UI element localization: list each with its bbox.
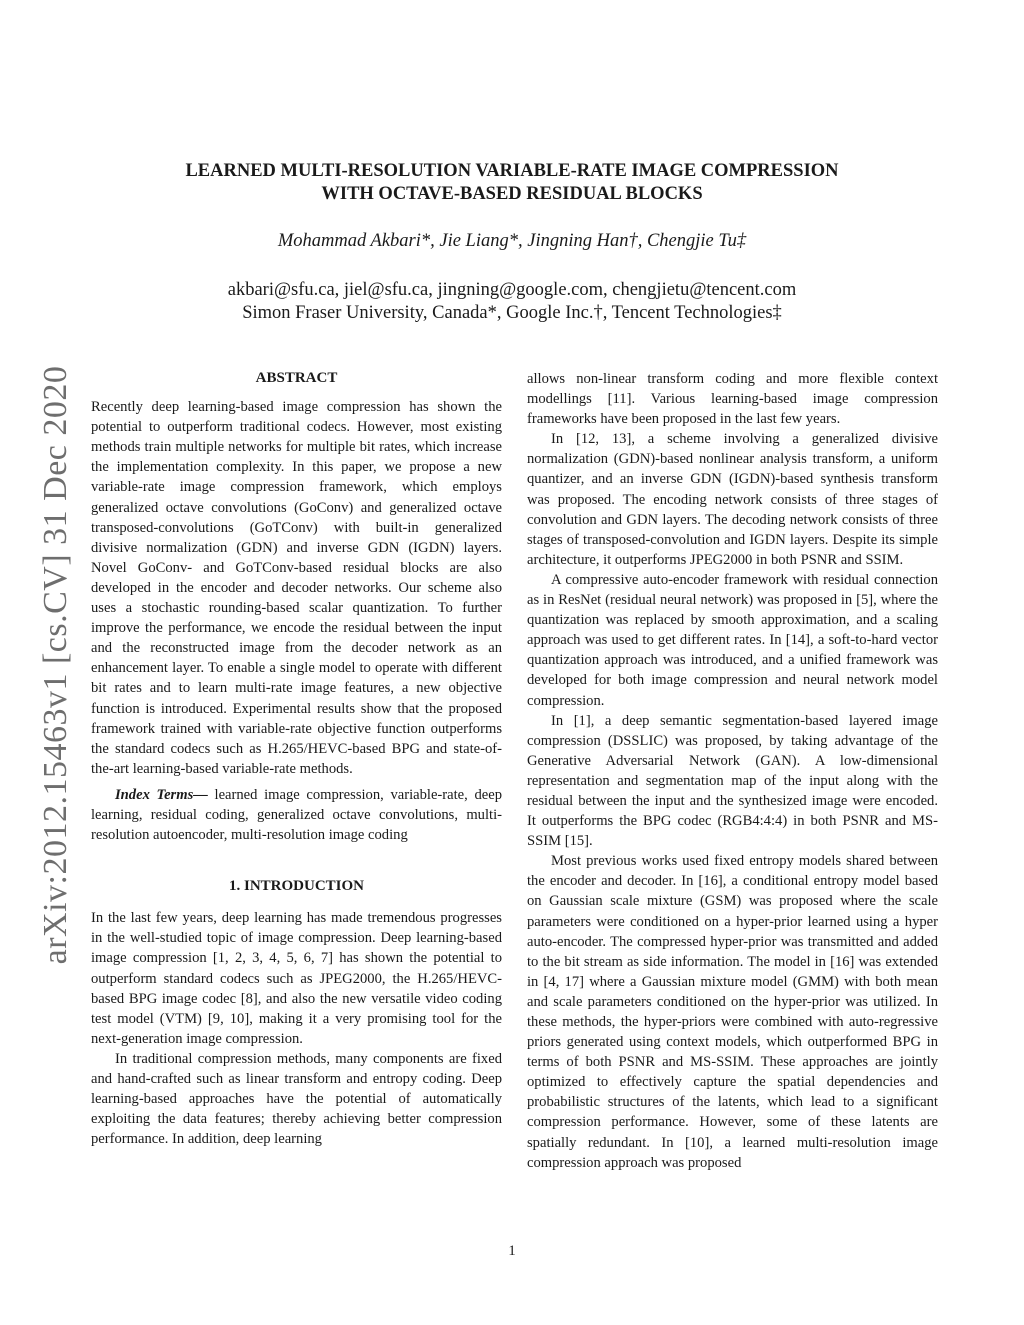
author-list: Mohammad Akbari*, Jie Liang*, Jingning Han†, Chengjie Tu‡ <box>277 231 747 251</box>
abstract-body: Recently deep learning-based image compression has shown the potential to outperform traditional codecs. However, most existing methods train multiple networks for multiple bit rates, which increase the implementation complexity. In this paper, we propose a new variable-rate image compression framework, which employs generalized octave convolutions (GoConv) and generalized octave transposed-convolutions (GoTConv) with built-in generalized divisive normalization (GDN) and inverse GDN (IGDN) layers. Novel GoConv- and GoTConv-based residual blocks are also developed in the encoder and decoder networks. Our scheme also uses a stochastic rounding-based scalar quantization. To further improve the performance, we encode the residual between the input and the reconstructed image from the decoder network as an enhancement layer. To enable a single model to operate with different bit rates and to learn multi-rate image features, a new objective function is introduced. Experimental results show that the proposed framework trained with variable-rate objective function outperforms the standard codecs such as H.265/HEVC-based BPG and state-of-the-art learning-based variable-rate methods. <box>91 399 502 777</box>
arxiv-id: arXiv:2012.15463v1 [cs.CV] 31 Dec 2020 <box>37 365 74 965</box>
abstract-heading: ABSTRACT <box>255 370 338 386</box>
intro-paragraph-1: In the last few years, deep learning has made tremendous progresses in the well-studied topic of image compression. Deep learning-based image compression [1, 2, 3, 4, 5, 6, 7] has shown the potential to outperform standard codecs such as JPEG2000, the H.265/HEVC-based BPG image codec [8], and also the new versatile video coding test model (VTM) [9, 10], making it a very promising tool for the next-generation image compression. <box>91 910 502 1047</box>
page-number: 1 <box>508 1243 516 1259</box>
title-line-2: WITH OCTAVE-BASED RESIDUAL BLOCKS <box>321 184 703 204</box>
index-terms-text: learned image compression, variable-rate, deep learning, residual coding, generalized octave convolutions, multi-resolution autoencoder, multi-resolution image coding <box>91 786 502 844</box>
index-terms <box>91 785 502 845</box>
author-contacts <box>120 279 904 325</box>
author-affiliations: Simon Fraser University, Canada*, Google Inc.†, Tencent Technologies‡ <box>242 303 782 323</box>
right-column <box>527 369 938 1173</box>
intro-paragraph-2: In traditional compression methods, many components are fixed and hand-crafted such as linear transform and entropy coding. Deep learning-based approaches have the potential of automatically exploiting the data features; thereby achieving better compression performance. In addition, deep learning <box>91 1050 502 1148</box>
right-paragraph-1: In [12, 13], a scheme involving a generalized divisive normalization (GDN)-based nonlinear analysis transform, a uniform quantizer, and an inverse GDN (IGDN)-based synthesis transform was proposed. The encoding network consists of three stages of convolution and GDN layers. The decoding network consists of three stages of transposed-convolution and IGDN layers. Despite its simple architecture, it outperforms JPEG2000 in both PSNR and SSIM. <box>527 431 938 568</box>
right-paragraph-2: A compressive auto-encoder framework with residual connection as in ResNet (residual neural network) was proposed in [5], where the quantization was replaced by smooth approximation, and a scaling approach was used to get different rates. In [14], a soft-to-hard vector quantization approach was introduced, and a unified framework was developed for both image compression and neural network model compression. <box>527 571 938 709</box>
left-column <box>91 368 502 1149</box>
author-emails: akbari@sfu.ca, jiel@sfu.ca, jingning@google.com, chengjietu@tencent.com <box>227 280 797 300</box>
right-paragraph-0: allows non-linear transform coding and more flexible context modellings [11]. Various learning-based image compression frameworks have been proposed in the last few years. <box>527 371 938 428</box>
index-terms-label: Index Terms— <box>115 786 208 803</box>
intro-heading: 1. INTRODUCTION <box>228 878 364 895</box>
paper-title <box>120 160 904 206</box>
right-paragraph-3: In [1], a deep semantic segmentation-based layered image compression (DSSLIC) was proposed, by taking advantage of the Generative Adversarial Network (GAN). A low-dimensional representation and segmentation map of the input along with the residual between the input and the synthesized image were encoded. It outperforms the BPG codec (RGB4:4:4) in both PSNR and MS-SSIM [15]. <box>527 712 938 850</box>
right-paragraph-4: Most previous works used fixed entropy models shared between the encoder and decoder. In [16], a conditional entropy model based on Gaussian scale mixture (GSM) was proposed where the scale parameters were conditioned on a hyper-prior learned using a hyper auto-encoder. The compressed hyper-prior was transmitted and added to the bit stream as side information. The model in [16] was extended in [4, 17] where a Gaussian mixture model (GMM) with both mean and scale parameters conditioned on the hyper-prior was utilized. In these methods, the hyper-priors were combined with auto-regressive priors generated using context models, which outperformed BPG in terms of both PSNR and MS-SSIM. These approaches are jointly optimized to effectively capture the spatial dependencies and probabilistic structures of the latents, which lead to a significant compression performance. However, some of these latents are spatially redundant. In [10], a learned multi-resolution image compression approach was proposed <box>527 853 938 1171</box>
title-line-1: LEARNED MULTI-RESOLUTION VARIABLE-RATE IMAGE COMPRESSION <box>185 161 839 181</box>
